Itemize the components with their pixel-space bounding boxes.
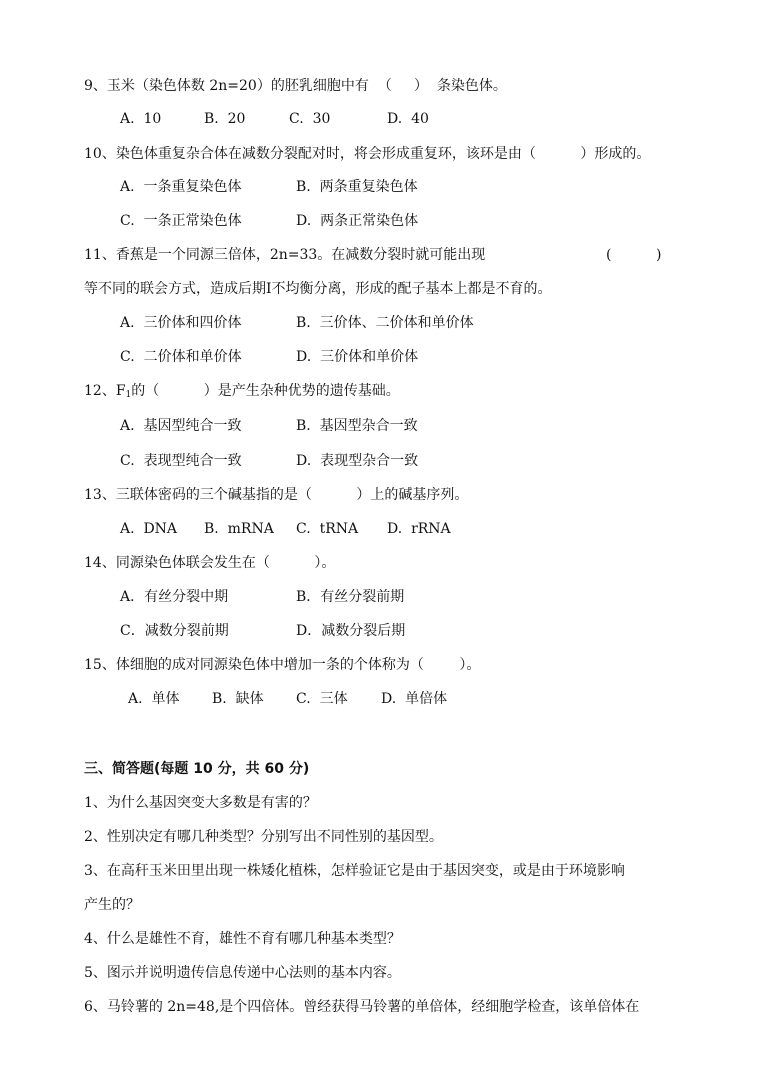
- short-answer-6: 6、马铃薯的 2n=48,是个四倍体。曾经获得马铃薯的单倍体，经细胞学检查，该单倍体在: [84, 999, 640, 1015]
- q10-option-b: B. 两条重复染色体: [296, 179, 418, 195]
- q15-option-c: C. 三体: [296, 691, 348, 707]
- q14-option-c: C．减数分裂前期: [120, 623, 229, 639]
- q9-option-c: C. 30: [289, 111, 331, 127]
- question-10-stem: 10、染色体重复杂合体在减数分裂配对时，将会形成重复环，该环是由（ ）形成的。: [84, 146, 651, 162]
- question-13-stem: 13、三联体密码的三个碱基指的是（ ）上的碱基序列。: [84, 487, 469, 503]
- q11-option-c: C. 二价体和单价体: [120, 349, 242, 365]
- q12-subscript: 1: [125, 390, 132, 400]
- q15-option-d: D. 单倍体: [381, 691, 448, 707]
- question-15-stem: 15、体细胞的成对同源染色体中增加一条的个体称为（ ）。: [84, 657, 481, 673]
- short-answer-3: 3、在高秆玉米田里出现一株矮化植株，怎样验证它是由于基因突变，或是由于环境影响: [84, 863, 625, 879]
- q12-prefix: 12、F: [84, 383, 126, 399]
- q13-option-a: A. DNA: [120, 521, 178, 537]
- short-answer-5: 5、图示并说明遗传信息传递中心法则的基本内容。: [84, 965, 401, 981]
- q9-option-d: D. 40: [387, 111, 429, 127]
- short-answer-1: 1、为什么基因突变大多数是有害的？: [84, 795, 317, 811]
- q15-option-a: A. 单体: [128, 691, 180, 707]
- q13-option-b: B. mRNA: [204, 521, 274, 537]
- q12-option-b: B. 基因型杂合一致: [296, 418, 418, 434]
- question-12-stem: [84, 381, 400, 405]
- q10-option-c: C. 一条正常染色体: [120, 213, 242, 229]
- q10-option-d: D. 两条正常染色体: [296, 213, 419, 229]
- q15-option-b: B. 缺体: [212, 691, 264, 707]
- q12-option-a: A. 基因型纯合一致: [120, 418, 242, 434]
- q13-option-d: D. rRNA: [387, 521, 451, 537]
- q11-answer-paren: ( ): [606, 247, 662, 263]
- question-11-stem: 11、香蕉是一个同源三倍体，2n=33。在减数分裂时就可能出现: [84, 247, 486, 263]
- short-answer-3-continued: 产生的？: [84, 897, 140, 913]
- question-9-stem: 9、玉米（染色体数 2n=20）的胚乳细胞中有 （ ） 条染色体。: [84, 78, 507, 94]
- short-answer-4: 4、什么是雄性不育，雄性不育有哪几种基本类型？: [84, 931, 401, 947]
- q11-option-b: B. 三价体、二价体和单价体: [296, 315, 474, 331]
- q13-option-c: C. tRNA: [296, 521, 359, 537]
- q12-option-d: D. 表现型杂合一致: [296, 453, 419, 469]
- q12-option-c: C. 表现型纯合一致: [120, 453, 242, 469]
- question-14-stem: 14、同源染色体联会发生在（ ）。: [84, 555, 336, 571]
- q14-option-a: A．有丝分裂中期: [120, 589, 229, 605]
- section-3-heading: 三、简答题(每题 10 分，共 60 分): [84, 761, 310, 777]
- q9-option-a: A. 10: [120, 111, 162, 127]
- q12-stem-text: 的（ ）是产生杂种优势的遗传基础。: [131, 383, 400, 399]
- q14-option-d: D．减数分裂后期: [296, 623, 406, 639]
- q9-option-b: B. 20: [204, 111, 246, 127]
- q10-option-a: A. 一条重复染色体: [120, 179, 242, 195]
- q14-option-b: B．有丝分裂前期: [296, 589, 405, 605]
- q11-option-a: A. 三价体和四价体: [120, 315, 242, 331]
- question-11-stem-continued: 等不同的联会方式，造成后期Ⅰ不均衡分离，形成的配子基本上都是不育的。: [84, 281, 552, 297]
- q11-option-d: D. 三价体和单价体: [296, 349, 419, 365]
- short-answer-2: 2、性别决定有哪几种类型？分别写出不同性别的基因型。: [84, 829, 443, 845]
